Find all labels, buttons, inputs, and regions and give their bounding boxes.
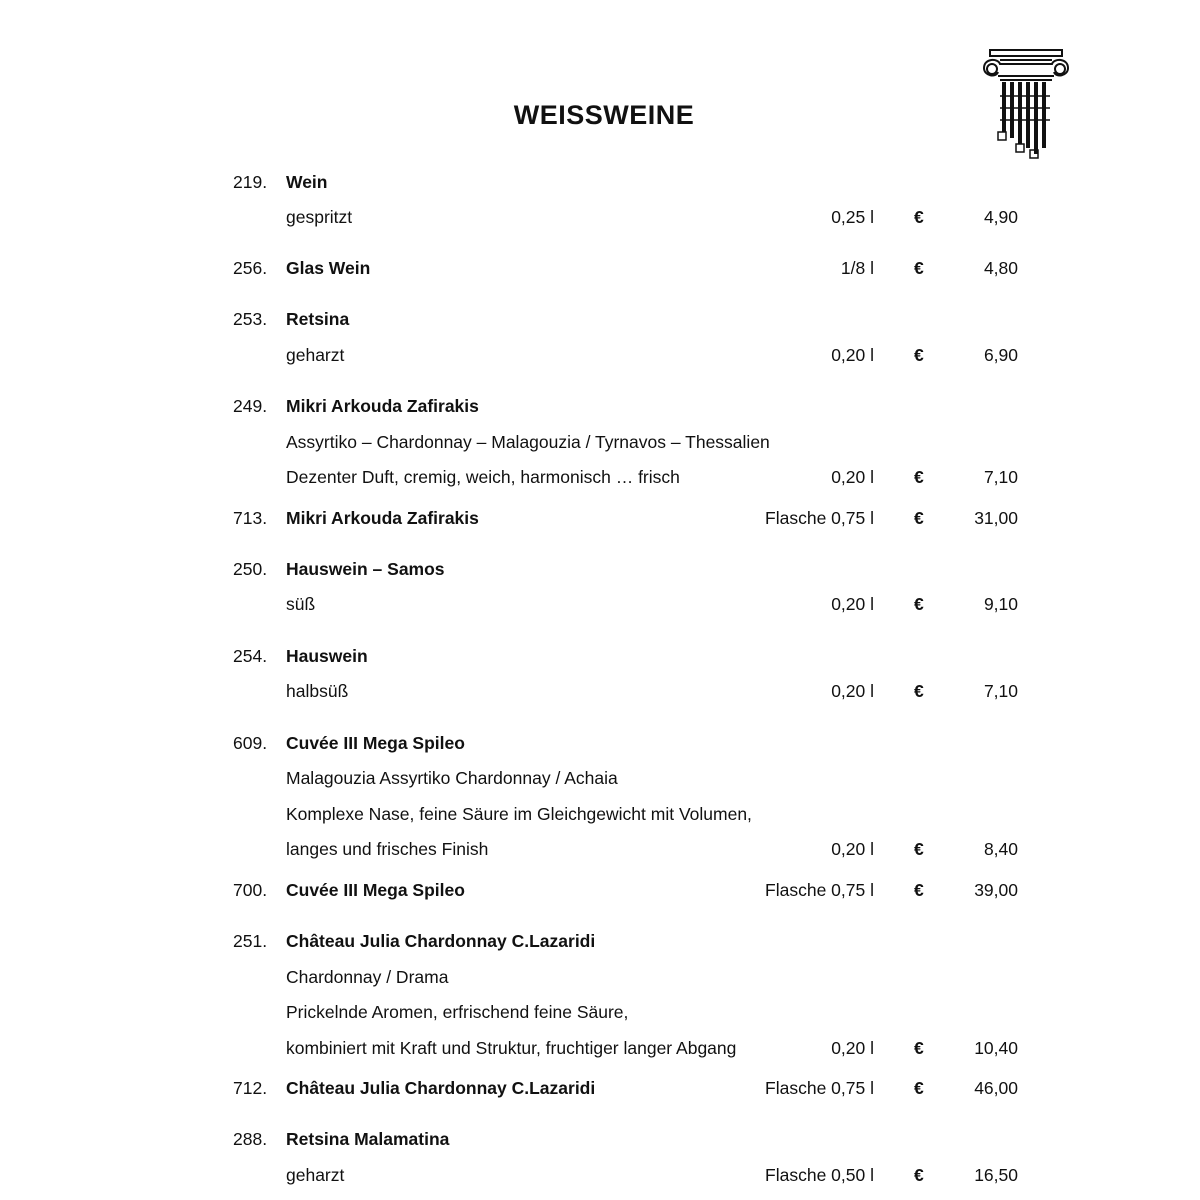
currency-symbol: € — [914, 1078, 924, 1098]
currency-symbol: € — [914, 1038, 924, 1058]
list-item — [0, 465, 1200, 489]
currency-symbol: € — [914, 880, 924, 900]
item-description: langes und frisches Finish — [286, 839, 489, 859]
item-price: 4,90 — [983, 207, 1018, 227]
item-number: 700. — [233, 880, 268, 900]
item-volume: 0,20 l — [831, 1038, 874, 1058]
list-item — [0, 731, 1200, 755]
item-description: süß — [286, 594, 316, 614]
item-name: Retsina Malamatina — [286, 1129, 450, 1149]
list-item — [0, 557, 1200, 581]
currency-symbol: € — [914, 345, 924, 365]
item-name: Retsina — [286, 309, 350, 329]
item-volume: Flasche 0,50 l — [765, 1165, 874, 1185]
list-item — [0, 506, 1200, 530]
list-item — [0, 205, 1200, 229]
item-price: 16,50 — [974, 1165, 1018, 1185]
list-item — [0, 343, 1200, 367]
item-price: 7,10 — [983, 681, 1018, 701]
item-volume: 0,20 l — [831, 681, 874, 701]
currency-symbol: € — [914, 258, 924, 278]
item-description: Komplexe Nase, feine Säure im Gleichgewicht mit Volumen, — [286, 804, 752, 824]
item-description: Prickelnde Aromen, erfrischend feine Säure, — [286, 1002, 629, 1022]
currency-symbol: € — [914, 1165, 924, 1185]
item-number: 249. — [233, 396, 268, 416]
item-description: kombiniert mit Kraft und Struktur, fruchtiger langer Abgang — [286, 1038, 737, 1058]
item-name: Château Julia Chardonnay C.Lazaridi — [286, 1078, 596, 1098]
item-number: 251. — [233, 931, 268, 951]
item-number: 609. — [233, 733, 268, 753]
item-name: Mikri Arkouda Zafirakis — [286, 396, 479, 416]
item-price: 46,00 — [974, 1078, 1018, 1098]
item-description: Assyrtiko – Chardonnay – Malagouzia / Tyrnavos – Thessalien — [286, 432, 770, 452]
item-volume: Flasche 0,75 l — [765, 880, 874, 900]
item-number: 254. — [233, 646, 268, 666]
list-item — [0, 1163, 1200, 1187]
item-name: Mikri Arkouda Zafirakis — [286, 508, 479, 528]
list-item — [0, 679, 1200, 703]
item-name: Hauswein – Samos — [286, 559, 445, 579]
item-name: Château Julia Chardonnay C.Lazaridi — [286, 931, 596, 951]
item-number: 712. — [233, 1078, 268, 1098]
item-description: Dezenter Duft, cremig, weich, harmonisch … frisch — [286, 467, 680, 487]
page-title: WEISSWEINE — [513, 100, 695, 130]
item-name: Cuvée III Mega Spileo — [286, 733, 465, 753]
item-number: 250. — [233, 559, 268, 579]
item-volume: 0,20 l — [831, 345, 874, 365]
list-item — [0, 307, 1200, 331]
list-item — [0, 929, 1200, 953]
item-price: 6,90 — [983, 345, 1018, 365]
item-number: 256. — [233, 258, 268, 278]
item-volume: Flasche 0,75 l — [765, 1078, 874, 1098]
list-item — [0, 430, 1200, 454]
list-item — [0, 644, 1200, 668]
list-item — [0, 170, 1200, 194]
item-number: 713. — [233, 508, 268, 528]
item-name: Wein — [286, 172, 328, 192]
list-item — [0, 802, 1200, 826]
list-item — [0, 592, 1200, 616]
item-name: Cuvée III Mega Spileo — [286, 880, 465, 900]
ionic-column-logo-icon — [976, 46, 1076, 162]
item-name: Hauswein — [286, 646, 368, 666]
item-number: 253. — [233, 309, 268, 329]
currency-symbol: € — [914, 681, 924, 701]
currency-symbol: € — [914, 839, 924, 859]
item-description: gespritzt — [286, 207, 353, 227]
item-volume: 0,20 l — [831, 467, 874, 487]
item-description: Chardonnay / Drama — [286, 967, 449, 987]
item-description: halbsüß — [286, 681, 349, 701]
item-description: geharzt — [286, 345, 345, 365]
item-volume: Flasche 0,75 l — [765, 508, 874, 528]
list-item — [0, 878, 1200, 902]
list-item — [0, 766, 1200, 790]
item-volume: 0,20 l — [831, 839, 874, 859]
list-item — [0, 1076, 1200, 1100]
currency-symbol: € — [914, 594, 924, 614]
item-name: Glas Wein — [286, 258, 371, 278]
list-item — [0, 1036, 1200, 1060]
currency-symbol: € — [914, 508, 924, 528]
list-item — [0, 1127, 1200, 1151]
item-volume: 1/8 l — [840, 258, 874, 278]
list-item — [0, 1000, 1200, 1024]
item-price: 7,10 — [983, 467, 1018, 487]
currency-symbol: € — [914, 207, 924, 227]
list-item — [0, 965, 1200, 989]
list-item — [0, 394, 1200, 418]
item-description: Malagouzia Assyrtiko Chardonnay / Achaia — [286, 768, 618, 788]
list-item — [0, 837, 1200, 861]
item-description: geharzt — [286, 1165, 345, 1185]
item-price: 39,00 — [974, 880, 1018, 900]
item-price: 10,40 — [974, 1038, 1018, 1058]
item-price: 31,00 — [974, 508, 1018, 528]
item-price: 4,80 — [983, 258, 1018, 278]
item-volume: 0,20 l — [831, 594, 874, 614]
item-number: 219. — [233, 172, 268, 192]
item-price: 8,40 — [983, 839, 1018, 859]
item-price: 9,10 — [983, 594, 1018, 614]
item-volume: 0,25 l — [831, 207, 874, 227]
list-item — [0, 256, 1200, 280]
item-number: 288. — [233, 1129, 268, 1149]
currency-symbol: € — [914, 467, 924, 487]
